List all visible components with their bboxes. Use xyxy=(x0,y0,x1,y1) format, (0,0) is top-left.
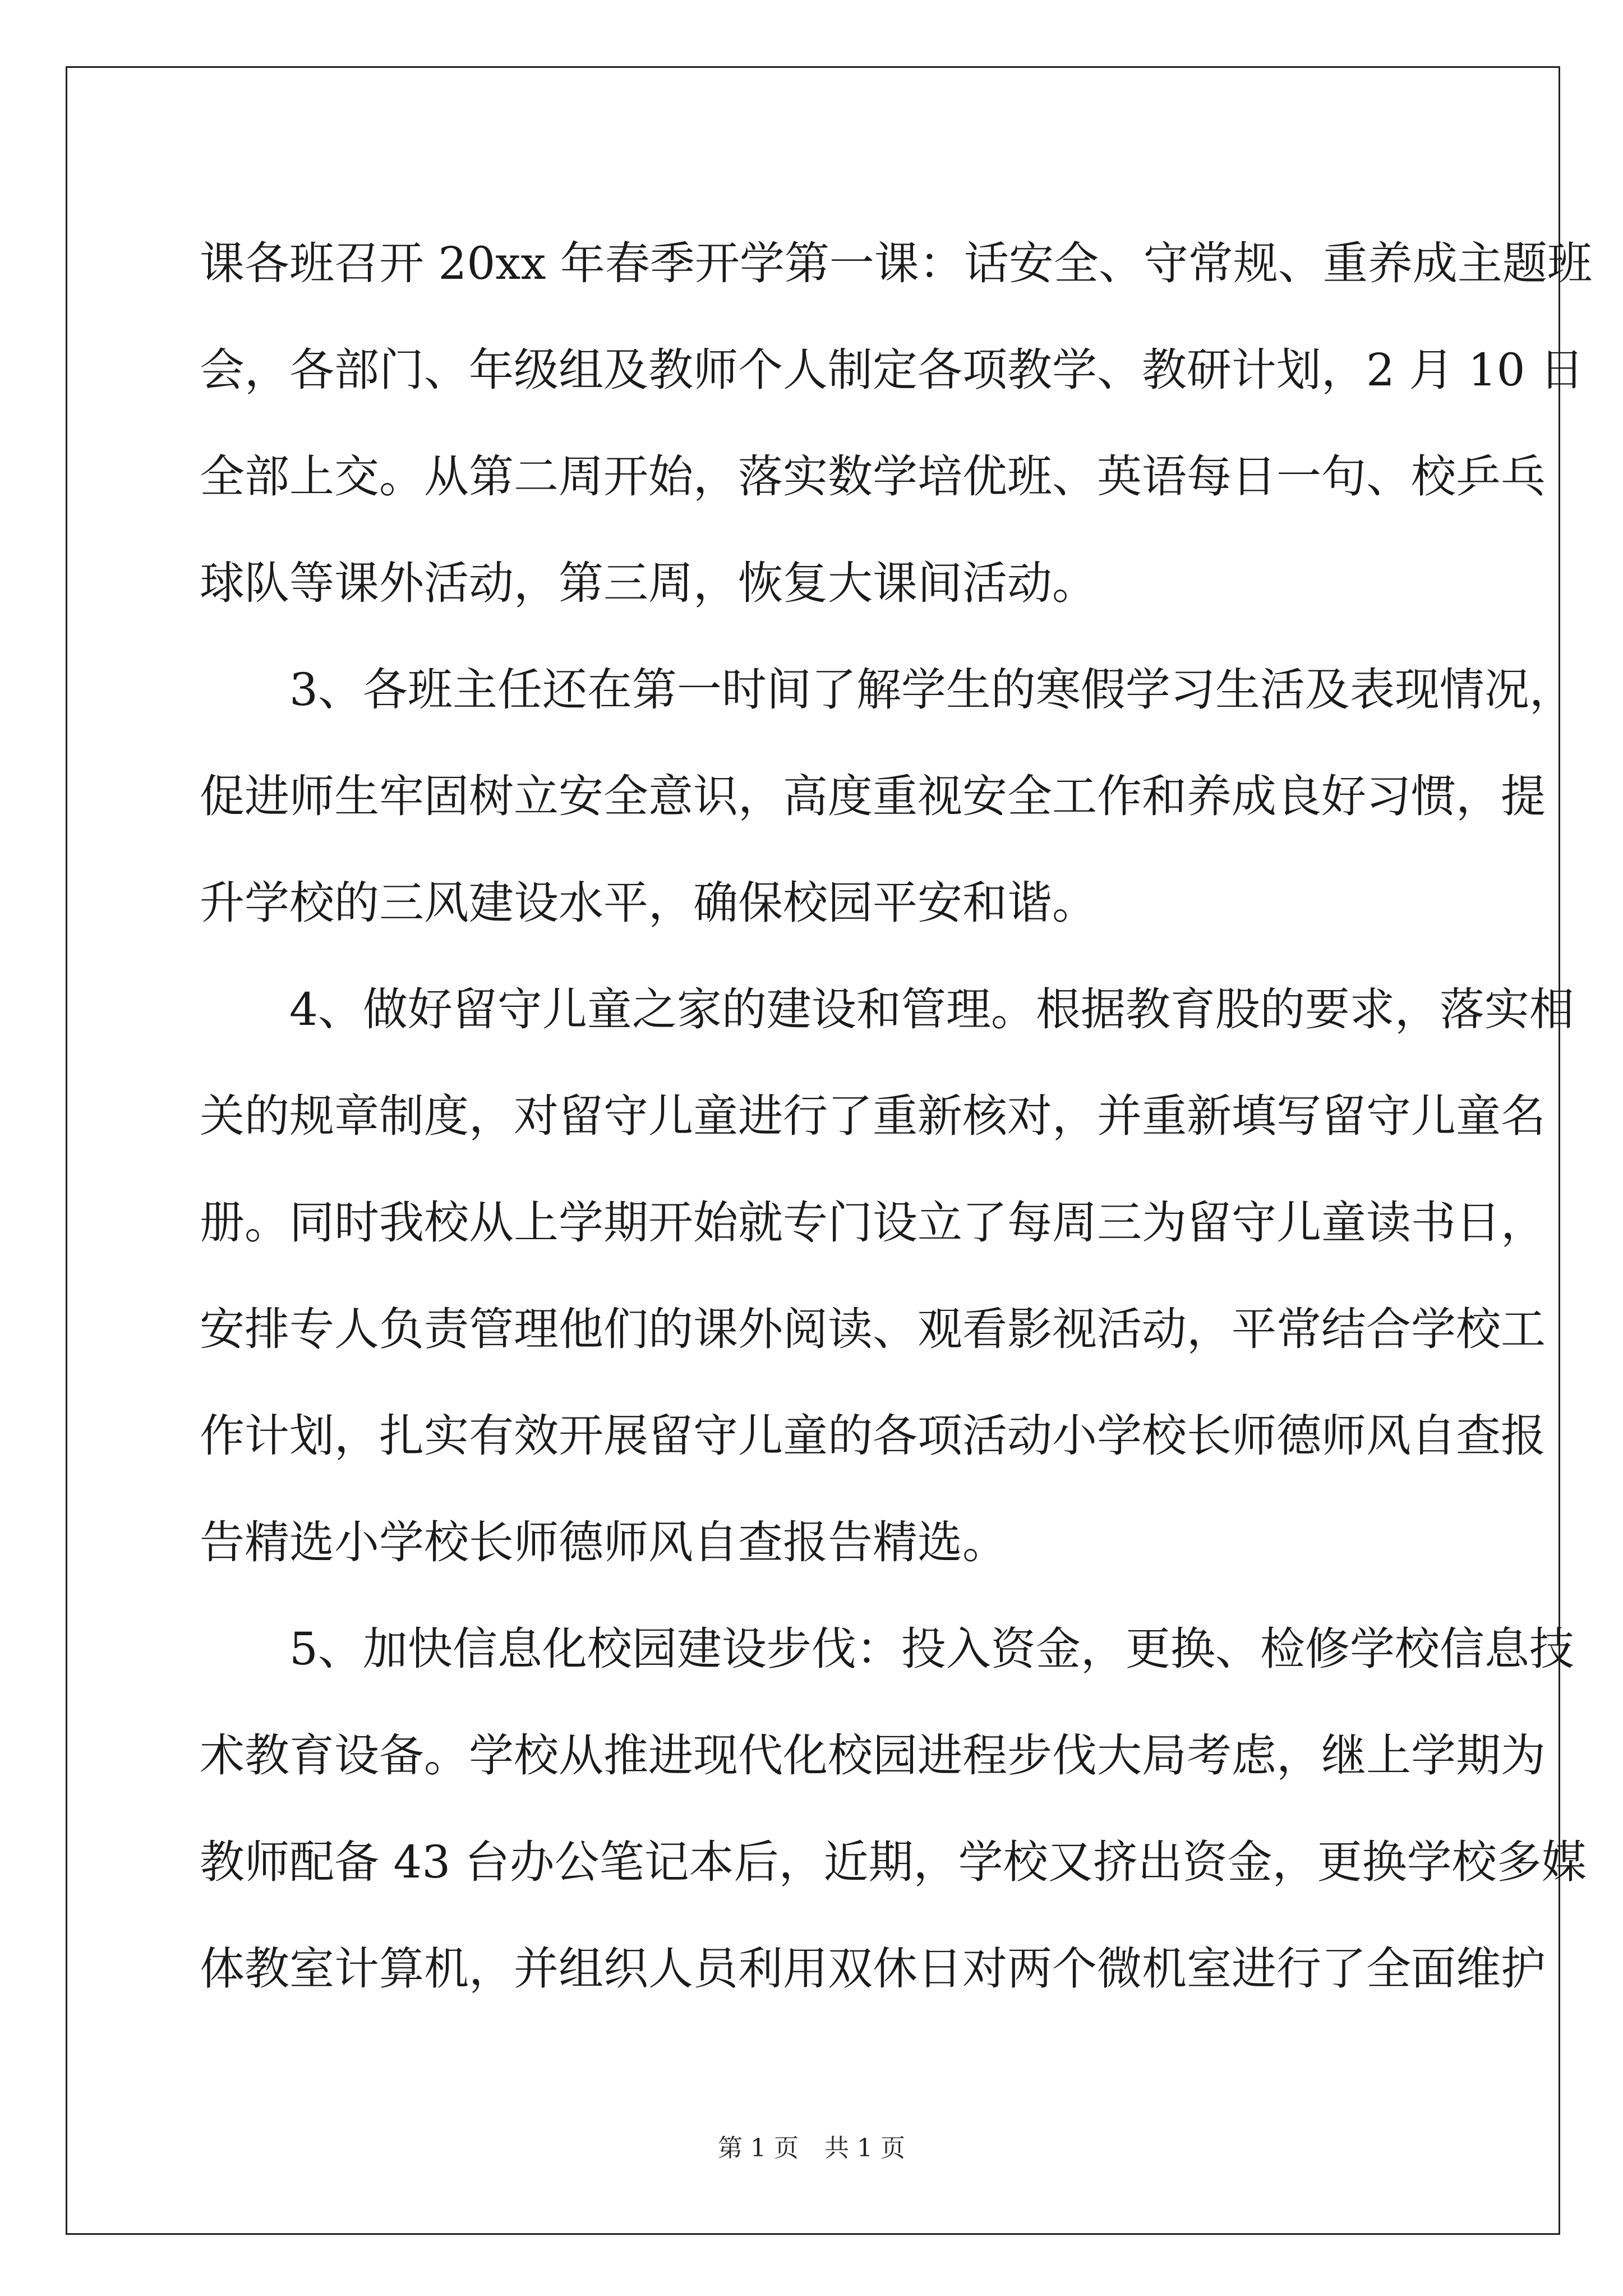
text-line: 课各班召开 20xx 年春季开学第一课：话安全、守常规、重养成主题班 xyxy=(200,237,1592,289)
text-line: 术教育设备。学校从推进现代化校园进程步伐大局考虑，继上学期为 xyxy=(200,1729,1546,1782)
page-number: 第 1 页 xyxy=(718,2134,799,2162)
text-line: 安排专人负责管理他们的课外阅读、观看影视活动，平常结合学校工 xyxy=(200,1303,1546,1355)
text-line: 册。同时我校从上学期开始就专门设立了每周三为留守儿童读书日， xyxy=(200,1197,1546,1249)
text-line: 会，各部门、年级组及教师个人制定各项教学、教研计划，2 月 10 日 xyxy=(200,344,1584,396)
text-line: 作计划，扎实有效开展留守儿童的各项活动小学校长师德师风自查报 xyxy=(200,1410,1546,1462)
text-line: 体教室计算机，并组织人员利用双休日对两个微机室进行了全面维护 xyxy=(200,1943,1546,1995)
page-footer xyxy=(0,2132,1623,2165)
paragraph-start-line: 5、加快信息化校园建设步伐：投入资金，更换、检修学校信息技 xyxy=(289,1623,1574,1675)
text-line: 升学校的三风建设水平，确保校园平安和谐。 xyxy=(200,877,1097,929)
document-body xyxy=(200,210,1592,2022)
paragraph-start-line: 3、各班主任还在第一时间了解学生的寒假学习生活及表现情况， xyxy=(289,664,1574,716)
text-line: 促进师生牢固树立安全意识，高度重视安全工作和养成良好习惯，提 xyxy=(200,770,1546,822)
text-line: 教师配备 43 台办公笔记本后，近期，学校又挤出资金，更换学校多媒 xyxy=(200,1836,1587,1888)
page-total: 共 1 页 xyxy=(824,2134,905,2162)
text-line: 关的规章制度，对留守儿童进行了重新核对，并重新填写留守儿童名 xyxy=(200,1090,1546,1142)
paragraph-start-line: 4、做好留守儿童之家的建设和管理。根据教育股的要求，落实相 xyxy=(289,983,1574,1036)
text-line: 告精选小学校长师德师风自查报告精选。 xyxy=(200,1516,1007,1568)
text-line: 球队等课外活动，第三周，恢复大课间活动。 xyxy=(200,557,1097,609)
text-line: 全部上交。从第二周开始，落实数学培优班、英语每日一句、校乒乓 xyxy=(200,450,1546,503)
